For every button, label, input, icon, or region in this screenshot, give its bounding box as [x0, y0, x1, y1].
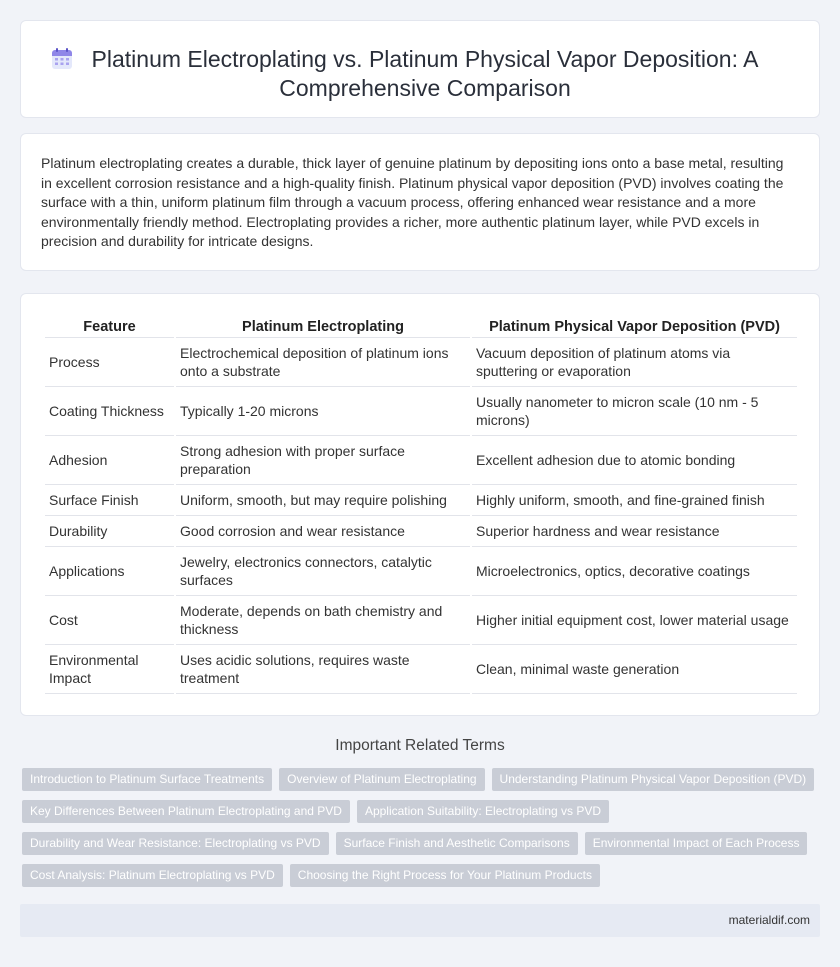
electroplating-cell: Strong adhesion with proper surface preparation — [176, 436, 470, 485]
electroplating-cell: Uniform, smooth, but may require polishing — [176, 485, 470, 516]
footer-site-link[interactable]: materialdif.com — [728, 913, 810, 927]
comparison-card — [20, 293, 820, 716]
feature-cell: Durability — [45, 516, 174, 547]
table-row — [45, 436, 797, 485]
intro-paragraph: Platinum electroplating creates a durable, thick layer of genuine platinum by depositing ions onto a base metal, resulting in excellent corrosion resistance and a high-quality finish. Platinum physical vapor deposition (PVD) involves coating the surface with a thin, uniform platinum film through a vacuum process, offering enhanced wear resistance and a more environmentally friendly method. Electroplating provides a richer, more authentic platinum layer, while PVD excels in precision and durability for intricate designs. — [41, 155, 784, 249]
related-terms-list — [22, 768, 822, 887]
page-title: Platinum Electroplating vs. Platinum Physical Vapor Deposition: A Comprehensive Comparison — [91, 46, 759, 101]
electroplating-cell: Jewelry, electronics connectors, catalytic surfaces — [176, 547, 470, 596]
feature-cell: Process — [45, 338, 174, 387]
title-card — [20, 20, 820, 118]
related-term-link[interactable]: Application Suitability: Electroplating vs PVD — [357, 800, 609, 823]
table-row — [45, 547, 797, 596]
table-row — [45, 645, 797, 694]
feature-cell: Applications — [45, 547, 174, 596]
related-terms-heading: Important Related Terms — [335, 737, 505, 754]
pvd-cell: Higher initial equipment cost, lower material usage — [472, 596, 797, 645]
related-term-link[interactable]: Environmental Impact of Each Process — [585, 832, 808, 855]
related-term-link[interactable]: Key Differences Between Platinum Electroplating and PVD — [22, 800, 350, 823]
table-row — [45, 596, 797, 645]
table-row — [45, 516, 797, 547]
related-term-link[interactable]: Durability and Wear Resistance: Electroplating vs PVD — [22, 832, 329, 855]
electroplating-cell: Good corrosion and wear resistance — [176, 516, 470, 547]
feature-cell: Environmental Impact — [45, 645, 174, 694]
pvd-cell: Usually nanometer to micron scale (10 nm - 5 microns) — [472, 387, 797, 436]
feature-cell: Adhesion — [45, 436, 174, 485]
feature-cell: Cost — [45, 596, 174, 645]
feature-cell: Surface Finish — [45, 485, 174, 516]
intro-card — [20, 133, 820, 271]
electroplating-cell: Uses acidic solutions, requires waste treatment — [176, 645, 470, 694]
pvd-cell: Superior hardness and wear resistance — [472, 516, 797, 547]
table-row — [45, 387, 797, 436]
footer — [20, 904, 820, 937]
pvd-cell: Microelectronics, optics, decorative coatings — [472, 547, 797, 596]
table-row — [45, 338, 797, 387]
pvd-cell: Excellent adhesion due to atomic bonding — [472, 436, 797, 485]
related-term-link[interactable]: Cost Analysis: Platinum Electroplating vs PVD — [22, 864, 283, 887]
header-feature: Feature — [45, 316, 174, 338]
feature-cell: Coating Thickness — [45, 387, 174, 436]
electroplating-cell: Typically 1-20 microns — [176, 387, 470, 436]
pvd-cell: Vacuum deposition of platinum atoms via sputtering or evaporation — [472, 338, 797, 387]
comparison-table — [43, 316, 799, 694]
pvd-cell: Highly uniform, smooth, and fine-grained finish — [472, 485, 797, 516]
related-term-link[interactable]: Understanding Platinum Physical Vapor Deposition (PVD) — [492, 768, 815, 791]
header-pvd: Platinum Physical Vapor Deposition (PVD) — [472, 316, 797, 338]
related-term-link[interactable]: Overview of Platinum Electroplating — [279, 768, 484, 791]
table-header-row — [45, 316, 797, 338]
electroplating-cell: Moderate, depends on bath chemistry and thickness — [176, 596, 470, 645]
pvd-cell: Clean, minimal waste generation — [472, 645, 797, 694]
table-row — [45, 485, 797, 516]
related-term-link[interactable]: Introduction to Platinum Surface Treatments — [22, 768, 272, 791]
header-electroplating: Platinum Electroplating — [176, 316, 470, 338]
electroplating-cell: Electrochemical deposition of platinum ions onto a substrate — [176, 338, 470, 387]
related-term-link[interactable]: Surface Finish and Aesthetic Comparisons — [336, 832, 578, 855]
related-term-link[interactable]: Choosing the Right Process for Your Platinum Products — [290, 864, 600, 887]
